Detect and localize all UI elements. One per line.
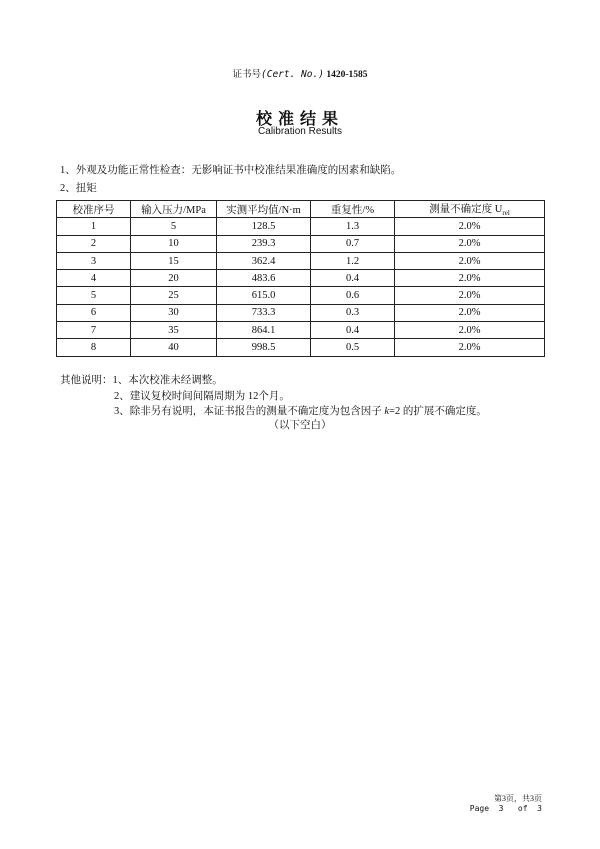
cell-uncertainty: 2.0% bbox=[395, 218, 545, 235]
cell-mean: 128.5 bbox=[217, 218, 311, 235]
cell-repeatability: 0.5 bbox=[311, 339, 395, 356]
cell-uncertainty: 2.0% bbox=[395, 235, 545, 252]
cell-mean: 864.1 bbox=[217, 322, 311, 339]
table-row bbox=[57, 270, 545, 287]
cell-pressure: 30 bbox=[131, 304, 217, 321]
col-header-pressure: 输入压力/MPa bbox=[131, 201, 217, 218]
table-row bbox=[57, 252, 545, 269]
note-3-text-end: =2 的扩展不确定度。 bbox=[389, 406, 487, 417]
cell-repeatability: 0.3 bbox=[311, 304, 395, 321]
notes-label: 其他说明： bbox=[60, 375, 113, 386]
notes-block bbox=[60, 373, 487, 420]
note-2: 2、建议复校时间间隔周期为 12个月。 bbox=[114, 390, 290, 402]
table-row bbox=[57, 235, 545, 252]
cell-seq: 8 bbox=[57, 339, 131, 356]
cell-seq: 3 bbox=[57, 252, 131, 269]
cell-repeatability: 0.7 bbox=[311, 235, 395, 252]
col-header-mean: 实测平均值/N·m bbox=[217, 201, 311, 218]
cell-repeatability: 0.4 bbox=[311, 322, 395, 339]
cell-pressure: 35 bbox=[131, 322, 217, 339]
cell-mean: 998.5 bbox=[217, 339, 311, 356]
table-row bbox=[57, 339, 545, 356]
cell-uncertainty: 2.0% bbox=[395, 322, 545, 339]
cell-seq: 5 bbox=[57, 287, 131, 304]
col-header-repeatability: 重复性/% bbox=[311, 201, 395, 218]
table-row bbox=[57, 218, 545, 235]
cell-seq: 1 bbox=[57, 218, 131, 235]
certificate-number bbox=[0, 66, 600, 80]
cell-repeatability: 1.3 bbox=[311, 218, 395, 235]
cert-no-label: (Cert. No.) bbox=[261, 69, 324, 80]
cell-mean: 362.4 bbox=[217, 252, 311, 269]
cell-seq: 7 bbox=[57, 322, 131, 339]
table-row bbox=[57, 322, 545, 339]
cell-mean: 239.3 bbox=[217, 235, 311, 252]
table-header-row bbox=[57, 201, 545, 218]
cell-pressure: 5 bbox=[131, 218, 217, 235]
cell-pressure: 20 bbox=[131, 270, 217, 287]
note-1: 1、本次校准未经调整。 bbox=[112, 375, 223, 386]
cell-seq: 6 bbox=[57, 304, 131, 321]
uncertainty-label: 测量不确定度 U bbox=[429, 204, 503, 216]
cell-uncertainty: 2.0% bbox=[395, 339, 545, 356]
note-3-text: 3、除非另有说明，本证书报告的测量不确定度为包含因子 bbox=[114, 406, 385, 417]
cell-pressure: 40 bbox=[131, 339, 217, 356]
cell-uncertainty: 2.0% bbox=[395, 270, 545, 287]
cell-seq: 4 bbox=[57, 270, 131, 287]
cell-repeatability: 1.2 bbox=[311, 252, 395, 269]
cell-mean: 483.6 bbox=[217, 270, 311, 287]
page-number-en: Page 3 of 3 bbox=[469, 804, 542, 813]
cell-mean: 733.3 bbox=[217, 304, 311, 321]
torque-heading: 2、扭矩 bbox=[60, 183, 97, 194]
appearance-check-text: 1、外观及功能正常性检查：无影响证书中校准结果准确度的因素和缺陷。 bbox=[60, 165, 402, 176]
col-header-seq: 校准序号 bbox=[57, 201, 131, 218]
cell-pressure: 10 bbox=[131, 235, 217, 252]
col-header-uncertainty bbox=[395, 201, 545, 218]
cell-pressure: 15 bbox=[131, 252, 217, 269]
cell-repeatability: 0.4 bbox=[311, 270, 395, 287]
cell-uncertainty: 2.0% bbox=[395, 287, 545, 304]
coverage-factor-k: k bbox=[384, 406, 390, 417]
calibration-results-table bbox=[56, 200, 545, 357]
table-body bbox=[57, 218, 545, 356]
cell-seq: 2 bbox=[57, 235, 131, 252]
cert-number-value: 1420-1585 bbox=[326, 70, 368, 80]
page-title-cn: 校准结果 bbox=[255, 109, 344, 128]
cell-repeatability: 0.6 bbox=[311, 287, 395, 304]
cell-mean: 615.0 bbox=[217, 287, 311, 304]
blank-below-note: （以下空白） bbox=[268, 420, 332, 431]
page-number-cn: 第3页，共3页 bbox=[494, 794, 542, 803]
table-row bbox=[57, 304, 545, 321]
page-title-en: Calibration Results bbox=[258, 126, 342, 137]
cert-prefix: 证书号 bbox=[232, 69, 262, 80]
table-row bbox=[57, 287, 545, 304]
cell-pressure: 25 bbox=[131, 287, 217, 304]
uncertainty-subscript: rel bbox=[502, 209, 510, 218]
cell-uncertainty: 2.0% bbox=[395, 304, 545, 321]
cell-uncertainty: 2.0% bbox=[395, 252, 545, 269]
